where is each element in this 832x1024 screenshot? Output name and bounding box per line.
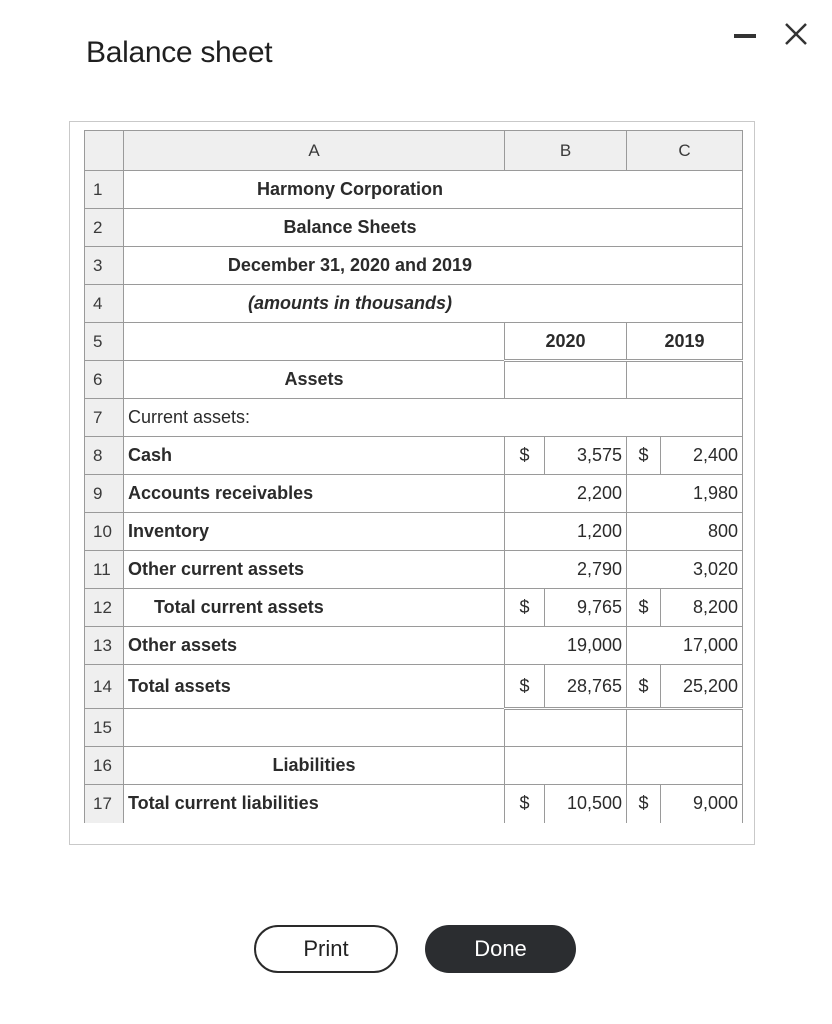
value-2019: 3,020 <box>627 551 743 589</box>
close-button[interactable] <box>782 20 810 48</box>
row-number: 1 <box>85 171 124 209</box>
value-2020: 2,200 <box>505 475 627 513</box>
currency-symbol: $ <box>505 785 545 823</box>
empty-cell <box>505 361 627 399</box>
row-number: 4 <box>85 285 124 323</box>
label-cell: Inventory <box>124 513 505 551</box>
label-cell: Total assets <box>124 665 505 709</box>
row-number: 14 <box>85 665 124 709</box>
table-row <box>85 247 743 285</box>
row-number: 3 <box>85 247 124 285</box>
value-2020: 10,500 <box>545 785 627 823</box>
label-cell: Current assets: <box>124 399 743 437</box>
row-number: 16 <box>85 747 124 785</box>
label-cell: Total current liabilities <box>124 785 505 823</box>
table-row <box>85 171 743 209</box>
row-number: 12 <box>85 589 124 627</box>
label-cell: Total current assets <box>124 589 505 627</box>
label-cell <box>124 323 505 361</box>
value-2019: 2,400 <box>661 437 743 475</box>
empty-cell <box>627 747 743 785</box>
empty-cell <box>627 709 743 747</box>
label-cell: Cash <box>124 437 505 475</box>
table-row <box>85 627 743 665</box>
currency-symbol: $ <box>505 437 545 475</box>
column-header-c: C <box>627 131 743 171</box>
value-2020: 3,575 <box>545 437 627 475</box>
value-2020: 19,000 <box>505 627 627 665</box>
row-number: 7 <box>85 399 124 437</box>
section-heading-assets: Assets <box>124 361 505 399</box>
table-row <box>85 785 743 823</box>
year-2019-header: 2019 <box>627 323 743 361</box>
empty-cell <box>627 361 743 399</box>
corner-cell <box>85 131 124 171</box>
company-name: Harmony Corporation <box>124 171 743 209</box>
value-2019: 17,000 <box>627 627 743 665</box>
year-2020-header: 2020 <box>505 323 627 361</box>
table-row <box>85 513 743 551</box>
label-cell <box>124 709 505 747</box>
table-row <box>85 747 743 785</box>
row-number: 2 <box>85 209 124 247</box>
row-number: 17 <box>85 785 124 823</box>
amounts-note: (amounts in thousands) <box>124 285 743 323</box>
minimize-button[interactable] <box>734 26 758 42</box>
value-2020: 2,790 <box>505 551 627 589</box>
table-row <box>85 399 743 437</box>
currency-symbol: $ <box>627 785 661 823</box>
value-2019: 25,200 <box>661 665 743 709</box>
row-number: 15 <box>85 709 124 747</box>
dialog-title: Balance sheet <box>86 36 273 69</box>
table-row <box>85 209 743 247</box>
print-button[interactable]: Print <box>254 925 398 973</box>
label-cell: Other current assets <box>124 551 505 589</box>
label-cell: Accounts receivables <box>124 475 505 513</box>
empty-cell <box>505 747 627 785</box>
empty-cell <box>505 709 627 747</box>
column-header-b: B <box>505 131 627 171</box>
value-2019: 8,200 <box>661 589 743 627</box>
row-number: 6 <box>85 361 124 399</box>
value-2020: 28,765 <box>545 665 627 709</box>
done-button[interactable]: Done <box>425 925 576 973</box>
row-number: 13 <box>85 627 124 665</box>
currency-symbol: $ <box>627 437 661 475</box>
statement-date: December 31, 2020 and 2019 <box>124 247 743 285</box>
table-row <box>85 323 743 361</box>
value-2020: 1,200 <box>505 513 627 551</box>
currency-symbol: $ <box>505 665 545 709</box>
section-heading-liabilities: Liabilities <box>124 747 505 785</box>
currency-symbol: $ <box>627 665 661 709</box>
value-2020: 9,765 <box>545 589 627 627</box>
table-row <box>85 589 743 627</box>
statement-title: Balance Sheets <box>124 209 743 247</box>
label-cell: Other assets <box>124 627 505 665</box>
value-2019: 9,000 <box>661 785 743 823</box>
balance-sheet-table <box>84 130 743 823</box>
column-header-a: A <box>124 131 505 171</box>
value-2019: 800 <box>627 513 743 551</box>
table-row <box>85 285 743 323</box>
row-number: 11 <box>85 551 124 589</box>
currency-symbol: $ <box>627 589 661 627</box>
table-row <box>85 361 743 399</box>
column-header-row <box>85 131 743 171</box>
row-number: 10 <box>85 513 124 551</box>
table-row <box>85 665 743 709</box>
value-2019: 1,980 <box>627 475 743 513</box>
table-row <box>85 709 743 747</box>
row-number: 5 <box>85 323 124 361</box>
currency-symbol: $ <box>505 589 545 627</box>
close-icon <box>782 20 810 48</box>
table-row <box>85 475 743 513</box>
table-row <box>85 551 743 589</box>
row-number: 8 <box>85 437 124 475</box>
table-row <box>85 437 743 475</box>
row-number: 9 <box>85 475 124 513</box>
